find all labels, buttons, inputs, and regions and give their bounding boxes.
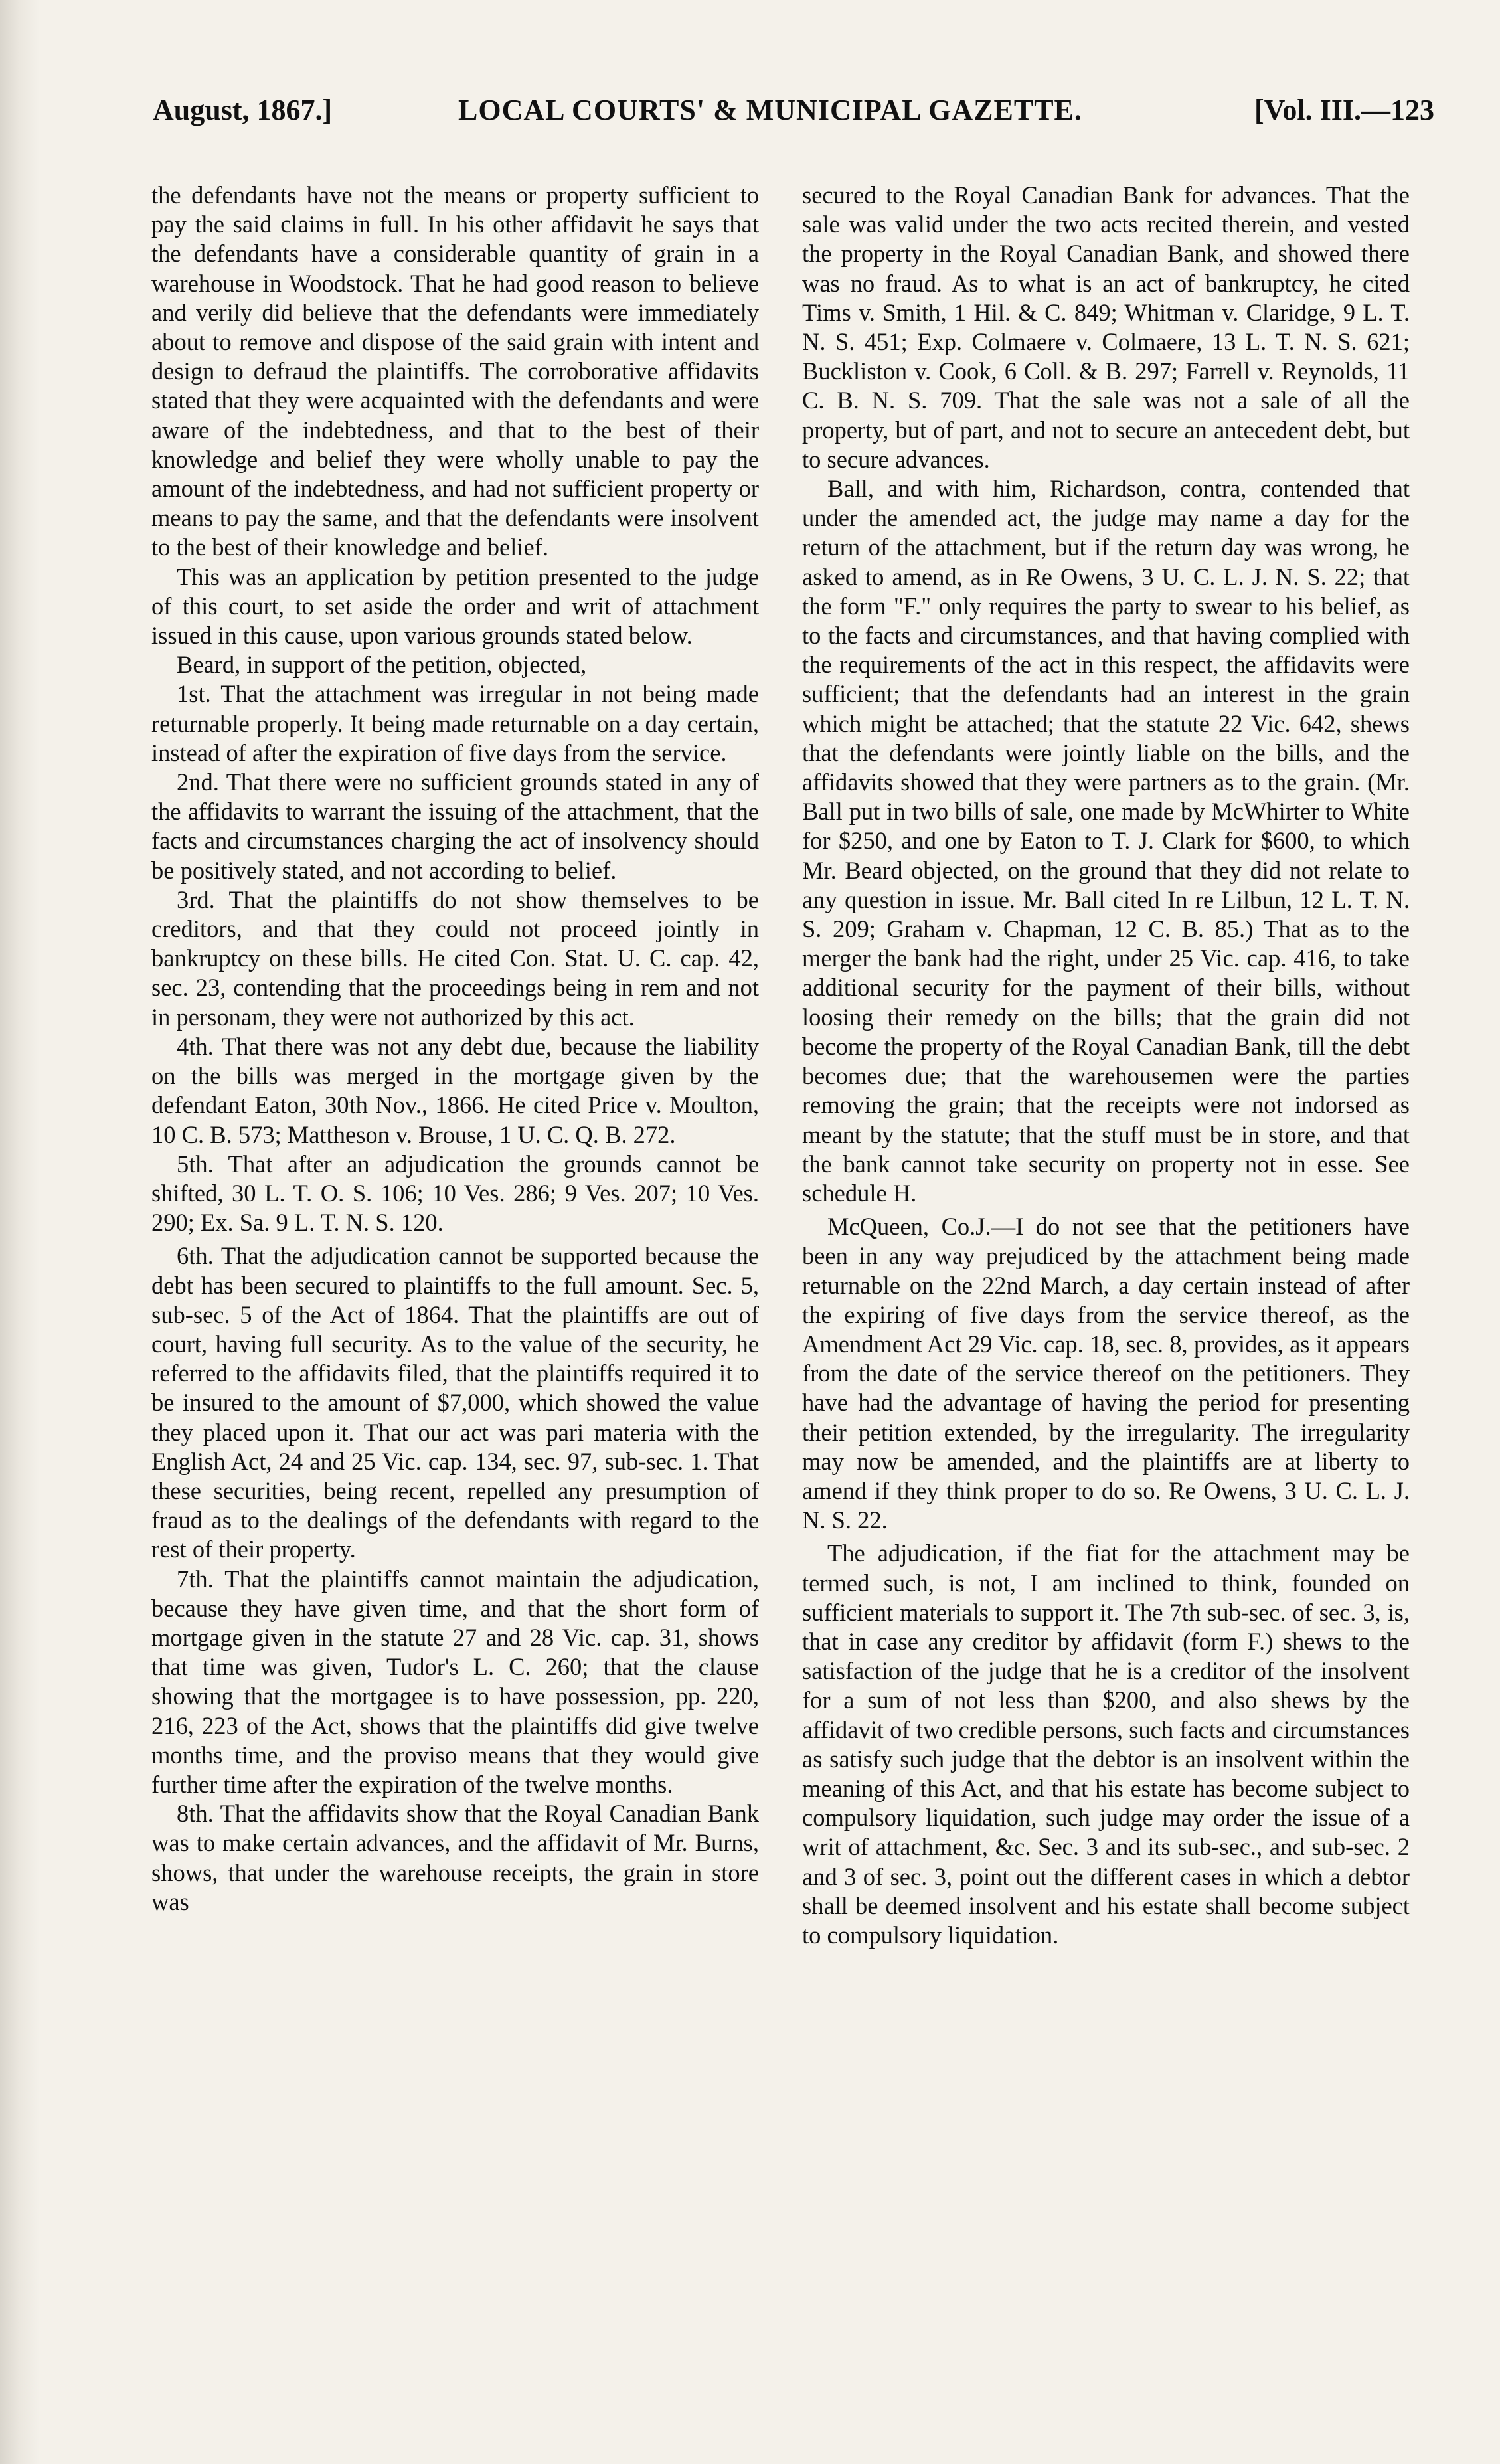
paragraph: Beard, in support of the petition, objected, — [177, 651, 587, 679]
volume-page-number: [Vol. III.—123 — [1254, 94, 1434, 126]
page-binding-edge — [0, 0, 40, 2464]
page-header — [153, 93, 1434, 146]
paragraph: McQueen, Co.J.—I do not see that the petitioners have been in any way prejudiced by the attachment being made returnable on the 22nd March, a day certain instead of after the expiring of five days from the service thereof, as the Amendment Act 29 Vic. cap. 18, sec. 8, provides, as it appears from the date of the service thereof on the petitioners. They have had the advantage of having the period for presenting their petition extended, by the irregularity. The irregularity may now be amended, and the plaintiffs are at liberty to amend if they think proper to do so. Re Owens, 3 U. C. L. J. N. S. 22. — [802, 1213, 1410, 1534]
right-column — [802, 181, 1410, 2412]
paragraph: the defendants have not the means or property sufficient to pay the said claims in full. In his other affidavit he says that the defendants have a considerable quantity of grain in a warehouse in Woodstock. That he had good reason to believe and verily did believe that the defendants were immediately about to remove and dispose of the said grain with intent and design to defraud the plaintiffs. The corroborative affidavits stated that they were acquainted with the defendants and were aware of the indebtedness, and that to the best of their knowledge and belief they were wholly unable to pay the amount of the indebtedness, and had not sufficient property or means to pay the same, and that the defendants were insolvent to the best of their knowledge and belief. — [151, 181, 759, 561]
paragraph: Ball, and with him, Richardson, contra, contended that under the amended act, the judge may name a day for the return of the attachment, but if the return day was wrong, he asked to amend, as in Re Owens, 3 U. C. L. J. N. S. 22; that the form "F." only requires the party to swear to his belief, as to the facts and circumstances, and that having complied with the requirements of the act in this respect, the affidavits were sufficient; that the defendants had an interest in the grain which might be attached; that the statute 22 Vic. 642, shews that the defendants were jointly liable on the bills, and the affidavits showed that they were partners as to the grain. (Mr. Ball put in two bills of sale, one made by McWhirter to White for $250, and one by Eaton to T. J. Clark for $600, to which Mr. Beard objected, on the ground that they did not relate to any question in issue. Mr. Ball cited In re Lilbun, 12 L. T. N. S. 209; Graham v. Chapman, 12 C. B. 85.) That as to the merger the bank had the right, under 25 Vic. cap. 416, to take additional security for the payment of their bills, without loosing their remedy on the bills; that the grain did not become the property of the Royal Canadian Bank, till the debt becomes due; that the warehousemen were the parties removing the grain; that the receipts were not indorsed as meant by the statute; that the stuff must be in store, and that the bank cannot take security on property not in esse. See schedule H. — [802, 475, 1410, 1207]
paragraph: 8th. That the affidavits show that the Royal Canadian Bank was to make certain advances, and the affidavit of Mr. Burns, shows, that under the warehouse receipts, the grain in store was — [151, 1800, 759, 1915]
paragraph: 2nd. That there were no sufficient grounds stated in any of the affidavits to warrant the issuing of the attachment, that the facts and circumstances charging the act of insolvency should be positively stated, and not according to belief. — [151, 768, 759, 884]
paragraph: 1st. That the attachment was irregular in not being made returnable properly. It being made returnable on a day certain, instead of after the expiration of five days from the service. — [151, 680, 759, 766]
paragraph: 7th. That the plaintiffs cannot maintain the adjudication, because they have given time, and that the short form of mortgage given in the statute 27 and 28 Vic. cap. 31, shows that time was given, Tudor's L. C. 260; that the clause showing that the mortgagee is to have possession, pp. 220, 216, 223 of the Act, shows that the plaintiffs did give twelve months time, and the proviso means that they would give further time after the expiration of the twelve months. — [151, 1565, 759, 1798]
paragraph: 3rd. That the plaintiffs do not show themselves to be creditors, and that they could not proceed jointly in bankruptcy on these bills. He cited Con. Stat. U. C. cap. 42, sec. 23, contending that the proceedings being in rem and not in personam, they were not authorized by this act. — [151, 885, 759, 1031]
paragraph: 5th. That after an adjudication the grounds cannot be shifted, 30 L. T. O. S. 106; 10 Ves. 286; 9 Ves. 207; 10 Ves. 290; Ex. Sa. 9 L. T. N. S. 120. — [151, 1150, 759, 1237]
paragraph: The adjudication, if the fiat for the attachment may be termed such, is not, I am inclined to think, founded on sufficient materials to support it. The 7th sub-sec. of sec. 3, is, that in case any creditor by affidavit (form F.) shews to the satisfaction of the judge that he is a creditor of the insolvent for a sum of not less than $200, and also shews by the affidavit of two credible persons, such facts and circumstances as satisfy such judge that the debtor is an insolvent within the meaning of this Act, and that his estate has become subject to compulsory liquidation, such judge may order the issue of a writ of attachment, &c. Sec. 3 and its sub-sec., and sub-sec. 2 and 3 of sec. 3, point out the different cases in which a debtor shall be deemed insolvent and his estate shall become subject to compulsory liquidation. — [802, 1540, 1410, 1949]
paragraph: This was an application by petition presented to the judge of this court, to set aside the order and writ of attachment issued in this cause, upon various grounds stated below. — [151, 563, 759, 650]
publication-title: LOCAL COURTS' & MUNICIPAL GAZETTE. — [458, 94, 1082, 126]
paragraph: secured to the Royal Canadian Bank for advances. That the sale was valid under the two acts recited therein, and vested the property in the Royal Canadian Bank, and showed there was no fraud. As to what is an act of bankruptcy, he cited Tims v. Smith, 1 Hil. & C. 849; Whitman v. Claridge, 9 L. T. N. S. 451; Exp. Colmaere v. Colmaere, 13 L. T. N. S. 621; Buckliston v. Cook, 6 Coll. & B. 297; Farrell v. Reynolds, 11 C. B. N. S. 709. That the sale was not a sale of all the property, but of part, and not to secure an antecedent debt, but to secure advances. — [802, 181, 1410, 473]
paragraph: 4th. That there was not any debt due, because the liability on the bills was merged in the mortgage given by the defendant Eaton, 30th Nov., 1866. He cited Price v. Moulton, 10 C. B. 573; Mattheson v. Brouse, 1 U. C. Q. B. 272. — [151, 1032, 759, 1148]
issue-date: August, 1867.] — [153, 94, 333, 126]
left-column — [151, 181, 759, 2412]
paragraph: 6th. That the adjudication cannot be supported because the debt has been secured to plaintiffs to the full amount. Sec. 5, sub-sec. 5 of the Act of 1864. That the plaintiffs are out of court, having full security. As to the value of the security, he referred to the affidavits filed, that the plaintiffs required it to be insured to the amount of $7,000, which showed the value they placed upon it. That our act was pari materia with the English Act, 24 and 25 Vic. cap. 134, sec. 97, sub-sec. 1. That these securities, being recent, repelled any presumption of fraud as to the dealings of the defendants with regard to the rest of their property. — [151, 1242, 759, 1563]
